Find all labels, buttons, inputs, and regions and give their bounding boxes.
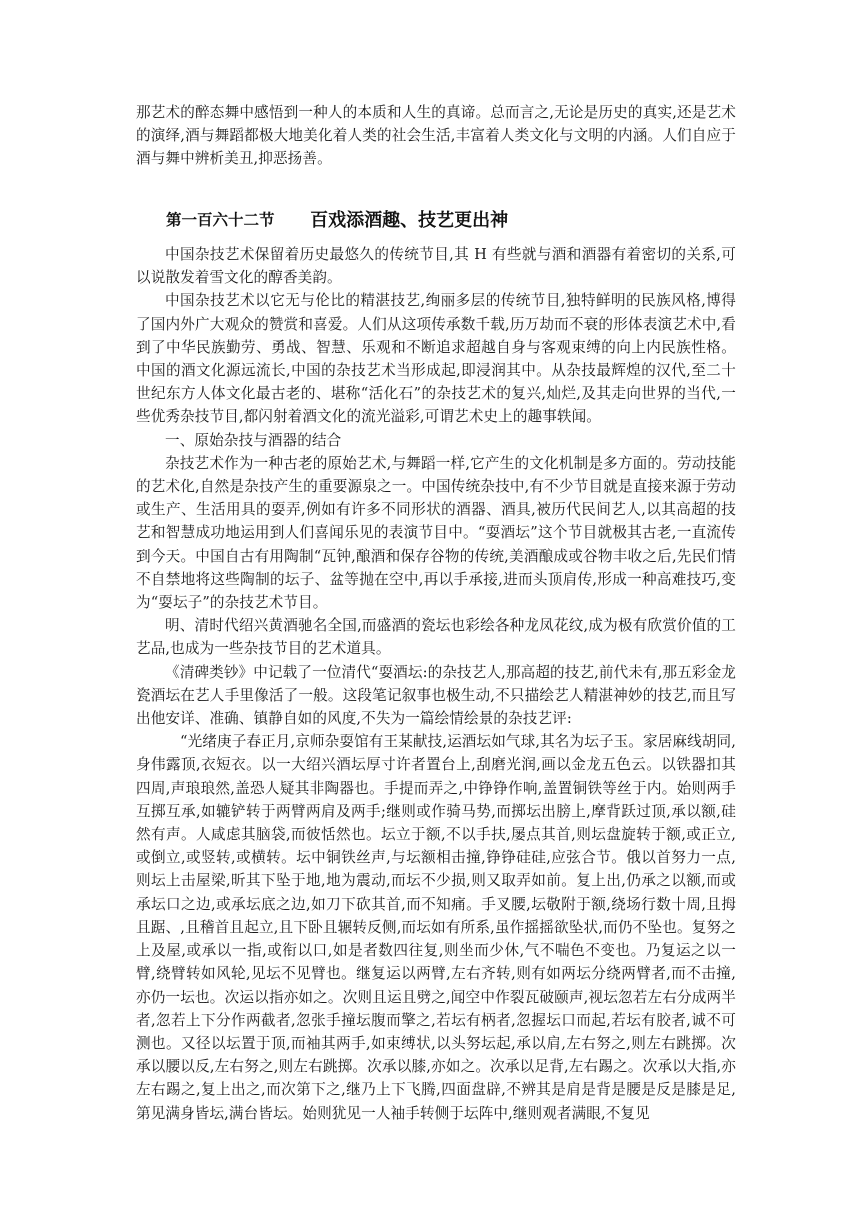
section-number: 第一百六十二节 [166,211,275,229]
quoted-passage: “光绪庚子春正月,京师杂耍馆有王某献技,运酒坛如气球,其名为坛子玉。家居麻线胡同,身伟露顶,衣短衣。以一大绍兴酒坛厚寸许者置台上,刮磨光润,画以金龙五色云。以铁器扣其四周,声琅琅然,盖恐人疑其非陶器也。手提而弄之,中铮铮作响,盖置铜铁等丝于内。始则两手互掷互承,如辘铲转于两臂两肩及两手;继则或作骑马势,而掷坛出膀上,摩背跃过顶,承以额,硅然有声。人咸虑其脑袋,而彼恬然也。坛立于额,不以手扶,屡点其首,则坛盘旋转于额,或正立,或倒立,或竖转,或横转。坛中铜铁丝声,与坛额相击撞,铮铮硅硅,应弦合节。俄以首努力一点,则坛上击屋梁,昕其下坠于地,地为震动,而坛不少损,则又取弄如前。复上出,仍承之以额,而或承坛口之边,或承坛底之边,如刀下砍其首,而不知痛。手叉腰,坛敬附于额,绕场行数十周,且拇且踞、,且稽首且起立,且下卧且辗转反侧,而坛如有所系,虽作摇摇欲坠状,而仍不坠也。复努之上及屋,或承以一指,或衔以口,如是者数四往复,则坐而少休,气不喘色不变也。乃复运之以一臂,绕臂转如风轮,见坛不见臂也。继复运以两臂,左右齐转,则有如两坛分绕两臂者,而不击撞,亦仍一坛也。次运以指亦如之。次则且运且劈之,闻空中作裂瓦破颐声,视坛忽若左右分成两半者,忽若上下分作两截者,忽张手撞坛腹而擎之,若坛有柄者,忽握坛口而起,若坛有胶者,诚不可测也。又径以坛置于顶,而袖其两手,如束缚状,以头努坛起,承以肩,左右努之,则左右跳掷。次承以腰以反,左右努之,则左右跳掷。次承以膝,亦如之。次承以足背,左右踢之。次承以大指,亦左右踢之,复上出之,而次第下之,继乃上下飞腾,四面盘辟,不辨其是肩是背是腰是反是膝是足,第见满身皆坛,满台皆坛。始则犹见一人袖手转侧于坛阵中,继则观者满眼,不复见 [136,733,736,1122]
subheading-1: 一、原始杂技与酒器的结合 [165,431,342,449]
paragraph-5: 《清碑类钞》中记载了一位清代“耍酒坛:的杂技艺人,那高超的技艺,前代未有,那五彩金龙瓷酒坛在艺人手里像活了一般。这段笔记叙事也极生动,不只描绘艺人精湛神妙的技艺,而且写出他安详、准确、镇静自如的风度,不失为一篇绘情绘景的杂技艺评: [136,663,736,728]
paragraph-3: 杂技艺术作为一种古老的原始艺术,与舞蹈一样,它产生的文化机制是多方面的。劳动技能的艺术化,自然是杂技产生的重要源泉之一。中国传统杂技中,有不少节目就是直接来源于劳动或生产、生活用具的耍弄,例如有许多不同形状的酒器、酒具,被历代民间艺人,以其高超的技艺和智慧成功地运用到人们喜闻乐见的表演节目中。“耍酒坛”这个节目就极其古老,一直流传到今天。中国自古有用陶制“瓦钟,酿酒和保存谷物的传统,美酒酿成或谷物丰收之后,先民们情不自禁地将这些陶制的坛子、盆等抛在空中,再以手承接,进而头顶肩传,形成一种高难技巧,变为“耍坛子”的杂技艺术节目。 [136,454,736,612]
section-heading [166,206,726,234]
section-title: 百戏添酒趣、技艺更出神 [310,210,509,231]
body-text-block [136,243,736,1125]
paragraph-4: 明、清时代绍兴黄酒驰名全国,而盛酒的瓷坛也彩绘各种龙凤花纹,成为极有欣赏价值的工艺品,也成为一些杂技节目的艺术道具。 [136,617,736,658]
paragraph-2: 中国杂技艺术以它无与伦比的精湛技艺,绚丽多层的传统节目,独特鲜明的民族风格,博得了国内外广大观众的赞赏和喜爱。人们从这项传承数千载,历万劫而不衰的形体表演艺术中,看到了中华民族勤劳、勇战、智慧、乐观和不断追求超越自身与客观束缚的向上内民族性格。中国的酒文化源远流长,中国的杂技艺术当形成起,即浸润其中。从杂技最辉煌的汉代,至二十世纪东方人体文化最古老的、堪称“活化石”的杂技艺术的复兴,灿烂,及其走向世界的当代,一些优秀杂技节目,都闪射着酒文化的流光溢彩,可谓艺术史上的趣事轶闻。 [136,292,736,426]
top-paragraph-block [136,101,736,171]
top-paragraph: 那艺术的醉态舞中感悟到一种人的本质和人生的真谛。总而言之,无论是历史的真实,还是艺术的演绎,酒与舞蹈都极大地美化着人类的社会生活,丰富着人类文化与文明的内涵。人们自应于酒与舞中辨析美丑,抑恶扬善。 [136,104,736,168]
paragraph-1: 中国杂技艺术保留着历史最悠久的传统节目,其 H 有些就与酒和酒器有着密切的关系,可以说散发着雪文化的醇香美韵。 [136,246,736,287]
